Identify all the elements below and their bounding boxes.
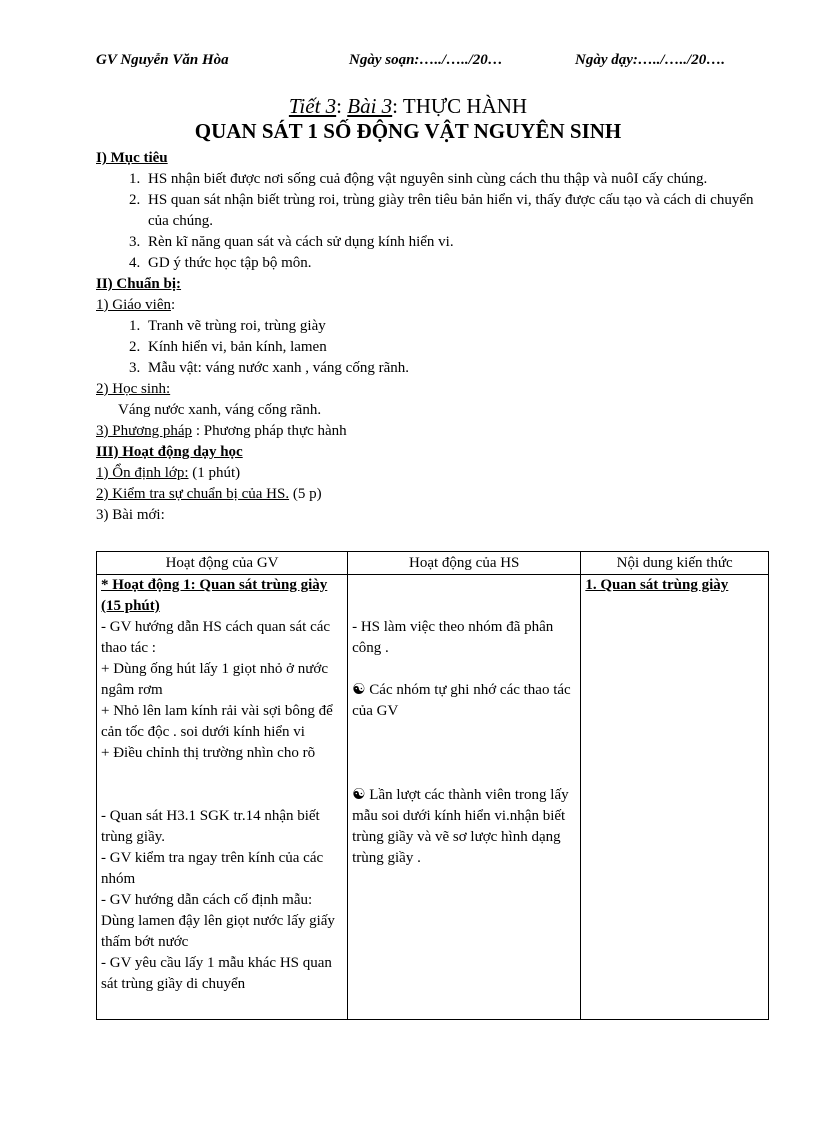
method-line — [96, 421, 756, 442]
title-separator: : — [392, 94, 403, 118]
column-header-student: Hoạt động của HS — [348, 552, 581, 575]
student-activity-cell — [348, 575, 581, 1020]
page-header — [96, 52, 756, 74]
unit-number: Bài 3 — [347, 94, 393, 118]
step1-heading: 1) Ổn định lớp: — [96, 465, 189, 481]
teacher-name: GV Nguyễn Văn Hòa — [96, 52, 229, 68]
objectives-list — [96, 169, 756, 274]
column-header-teacher: Hoạt động của GV — [97, 552, 348, 575]
column-header-content: Nội dung kiến thức — [581, 552, 769, 575]
teacher-prep-colon: : — [170, 297, 176, 313]
lesson-subtitle: QUAN SÁT 1 SỐ ĐỘNG VẬT NGUYÊN SINH — [194, 119, 622, 143]
step2-line — [96, 484, 756, 505]
spacer — [352, 722, 576, 764]
activities-heading: III) Hoạt động dạy học — [96, 444, 243, 460]
prep-heading: II) Chuẩn bị: — [96, 276, 182, 292]
table-header-row — [97, 552, 769, 575]
teacher-step: + Điều chỉnh thị trường nhìn cho rõ — [101, 745, 316, 761]
teacher-step: - Quan sát H3.1 SGK tr.14 nhận biết trùng giầy. — [101, 808, 320, 845]
activities-table — [96, 551, 769, 1020]
student-step: - HS làm việc theo nhóm đã phân công . — [352, 619, 554, 656]
list-item: 4. GD ý thức học tập bộ môn. — [144, 253, 756, 274]
step1-line — [96, 463, 756, 484]
list-item: 2. HS quan sát nhận biết trùng roi, trùng giày trên tiêu bản hiển vi, thấy được cấu tạo và cách di chuyển của chúng. — [144, 190, 756, 232]
step1-text: (1 phút) — [188, 465, 241, 481]
method-heading: 3) Phương pháp — [96, 423, 193, 439]
content-cell — [581, 575, 769, 1020]
teacher-step: + Nhỏ lên lam kính rải vài sợi bông để cản tốc độc . soi dưới kính hiển vi — [101, 703, 333, 740]
teacher-prep-label: 1) Giáo viên — [96, 297, 171, 313]
lesson-title — [0, 94, 816, 119]
step2-text: (5 p) — [289, 486, 322, 502]
teach-date: Ngày dạy:…../…../20…. — [575, 52, 725, 68]
title-separator: : — [336, 94, 348, 118]
student-step: ☯ Lần lượt các thành viên trong lấy mẫu soi dưới kính hiển vi.nhận biết trùng giầy và vẽ sơ lược hình dạng trùng giầy . — [352, 787, 569, 866]
spacer — [352, 575, 576, 617]
lesson-type: THỰC HÀNH — [402, 94, 528, 118]
spacer — [352, 659, 576, 680]
spacer — [352, 764, 576, 785]
activity-title: * Hoạt động 1: Quan sát trùng giày (15 phút) — [101, 577, 328, 614]
table-row — [97, 575, 769, 1020]
teacher-step: - GV hướng dẫn HS cách quan sát các thao tác : — [101, 619, 331, 656]
method-text: : Phương pháp thực hành — [192, 423, 347, 439]
teacher-step: - GV yêu cầu lấy 1 mẫu khác HS quan sát trùng giầy di chuyển — [101, 955, 332, 992]
list-item: 1. HS nhận biết được nơi sống cuả động vật nguyên sinh cùng cách thu thập và nuôI cấy chúng. — [144, 169, 756, 190]
list-item: 3. Rèn kĩ năng quan sát và cách sử dụng kính hiển vi. — [144, 232, 756, 253]
list-item: 3. Mẫu vật: váng nước xanh , váng cống rãnh. — [144, 358, 756, 379]
list-item: 2. Kính hiển vi, bản kính, lamen — [144, 337, 756, 358]
teacher-step: - GV hướng dẫn cách cố định mẫu: Dùng lamen đậy lên giọt nước lấy giấy thấm bớt nước — [101, 892, 335, 950]
prep-date: Ngày soạn:…../…../20… — [349, 52, 503, 68]
teacher-prep-heading — [96, 295, 756, 316]
content-title: 1. Quan sát trùng giày — [585, 577, 729, 593]
objectives-heading: I) Mục tiêu — [96, 150, 168, 166]
list-item: 1. Tranh vẽ trùng roi, trùng giày — [144, 316, 756, 337]
teacher-step: - GV kiểm tra ngay trên kính của các nhóm — [101, 850, 324, 887]
step3-line: 3) Bài mới: — [96, 507, 165, 523]
teacher-prep-list — [96, 316, 756, 379]
teacher-step: + Dùng ống hút lấy 1 giọt nhỏ ở nước ngâm rơm — [101, 661, 329, 698]
student-prep-text: Váng nước xanh, váng cống rãnh. — [118, 402, 322, 418]
student-step: ☯ Các nhóm tự ghi nhớ các thao tác của GV — [352, 682, 571, 719]
document-body — [96, 148, 756, 526]
spacer — [101, 764, 343, 806]
step2-heading: 2) Kiểm tra sự chuẩn bị của HS. — [96, 486, 290, 502]
teacher-activity-cell — [97, 575, 348, 1020]
student-prep-heading: 2) Học sinh: — [96, 381, 171, 397]
lesson-number: Tiết 3 — [288, 94, 337, 118]
